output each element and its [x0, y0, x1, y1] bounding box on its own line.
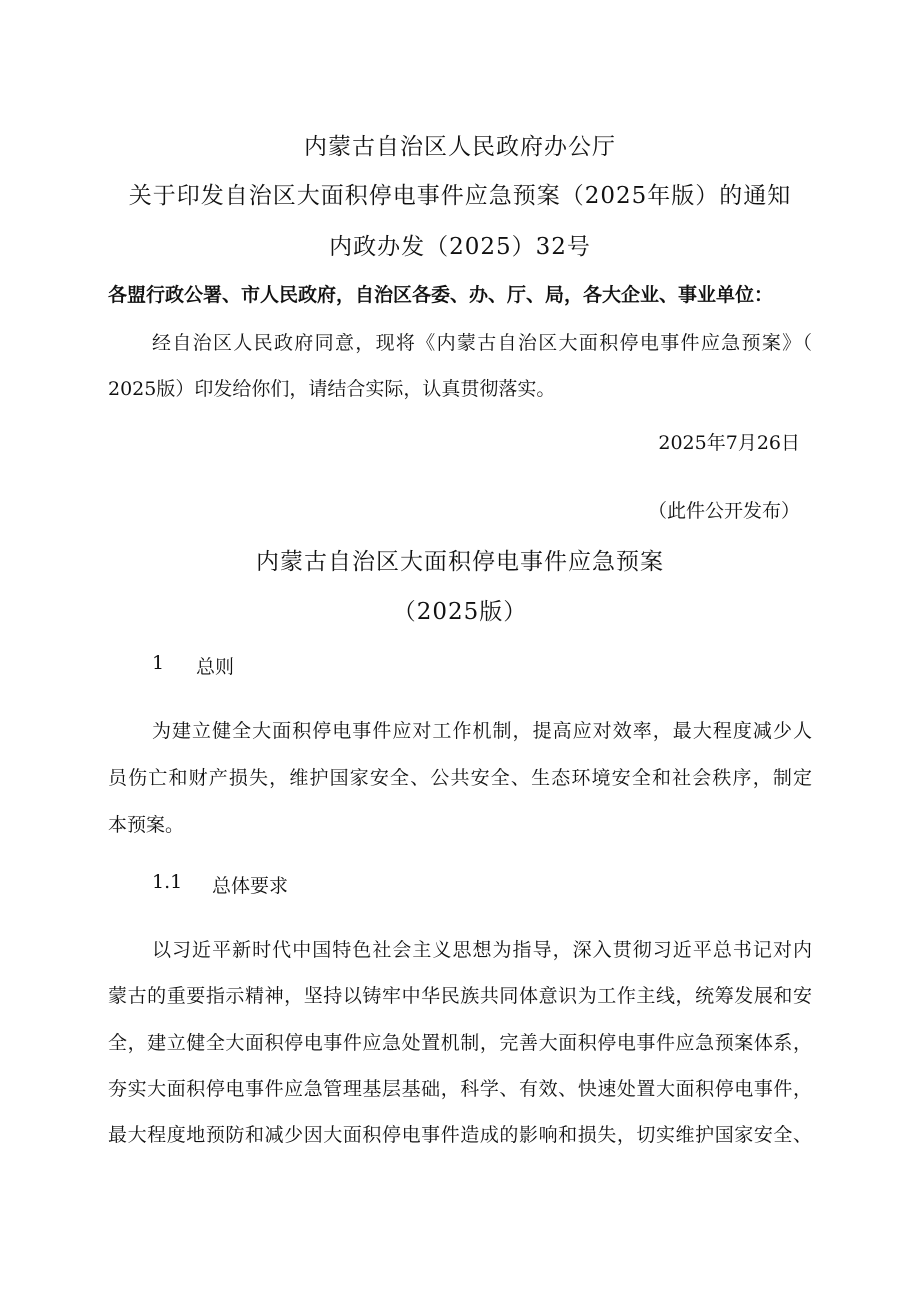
plan-version: （2025版）: [392, 599, 528, 625]
recipients: 各盟行政公署、市人民政府，自治区各委、办、厅、局，各大企业、事业单位：: [108, 284, 774, 306]
section-1-para-line: 员伤亡和财产损失，维护国家安全、公共安全、生态环境安全和社会秩序，制定: [108, 767, 812, 789]
notice-title-line2: 关于印发自治区大面积停电事件应急预案（2025年版）的通知: [128, 183, 792, 209]
section-1-para-line: 为建立健全大面积停电事件应对工作机制，提高应对效率，最大程度减少人: [152, 720, 812, 742]
section-1-1-number: 1.1: [152, 871, 183, 893]
plan-title: 内蒙古自治区大面积停电事件应急预案: [256, 549, 664, 575]
section-1-1-para-line: 夯实大面积停电事件应急管理基层基础，科学、有效、快速处置大面积停电事件，: [108, 1078, 812, 1100]
section-1-para-line: 本预案。: [108, 814, 185, 836]
section-1-number: 1: [152, 652, 165, 674]
section-1-1-para-line: 最大程度地预防和减少因大面积停电事件造成的影响和损失，切实维护国家安全、: [108, 1124, 812, 1146]
notice-title-line1: 内蒙古自治区人民政府办公厅: [304, 134, 616, 160]
notice-body-line2: 2025版）印发给你们，请结合实际，认真贯彻落实。: [108, 378, 556, 400]
section-1-heading: 总则: [196, 656, 235, 678]
section-1-1-heading: 总体要求: [212, 875, 289, 897]
section-1-1-para-line: 全，建立健全大面积停电事件应急处置机制，完善大面积停电事件应急预案体系，: [108, 1032, 812, 1054]
notice-date: 2025年7月26日: [658, 432, 800, 454]
doc-number: 内政办发（2025）32号: [329, 234, 591, 260]
publish-note: （此件公开发布）: [647, 500, 800, 522]
section-1-1-para-line: 蒙古的重要指示精神，坚持以铸牢中华民族共同体意识为工作主线，统筹发展和安: [108, 985, 812, 1007]
section-1-1-para-line: 以习近平新时代中国特色社会主义思想为指导，深入贯彻习近平总书记对内: [152, 939, 812, 961]
notice-body-line1: 经自治区人民政府同意，现将《内蒙古自治区大面积停电事件应急预案》（: [152, 332, 812, 354]
